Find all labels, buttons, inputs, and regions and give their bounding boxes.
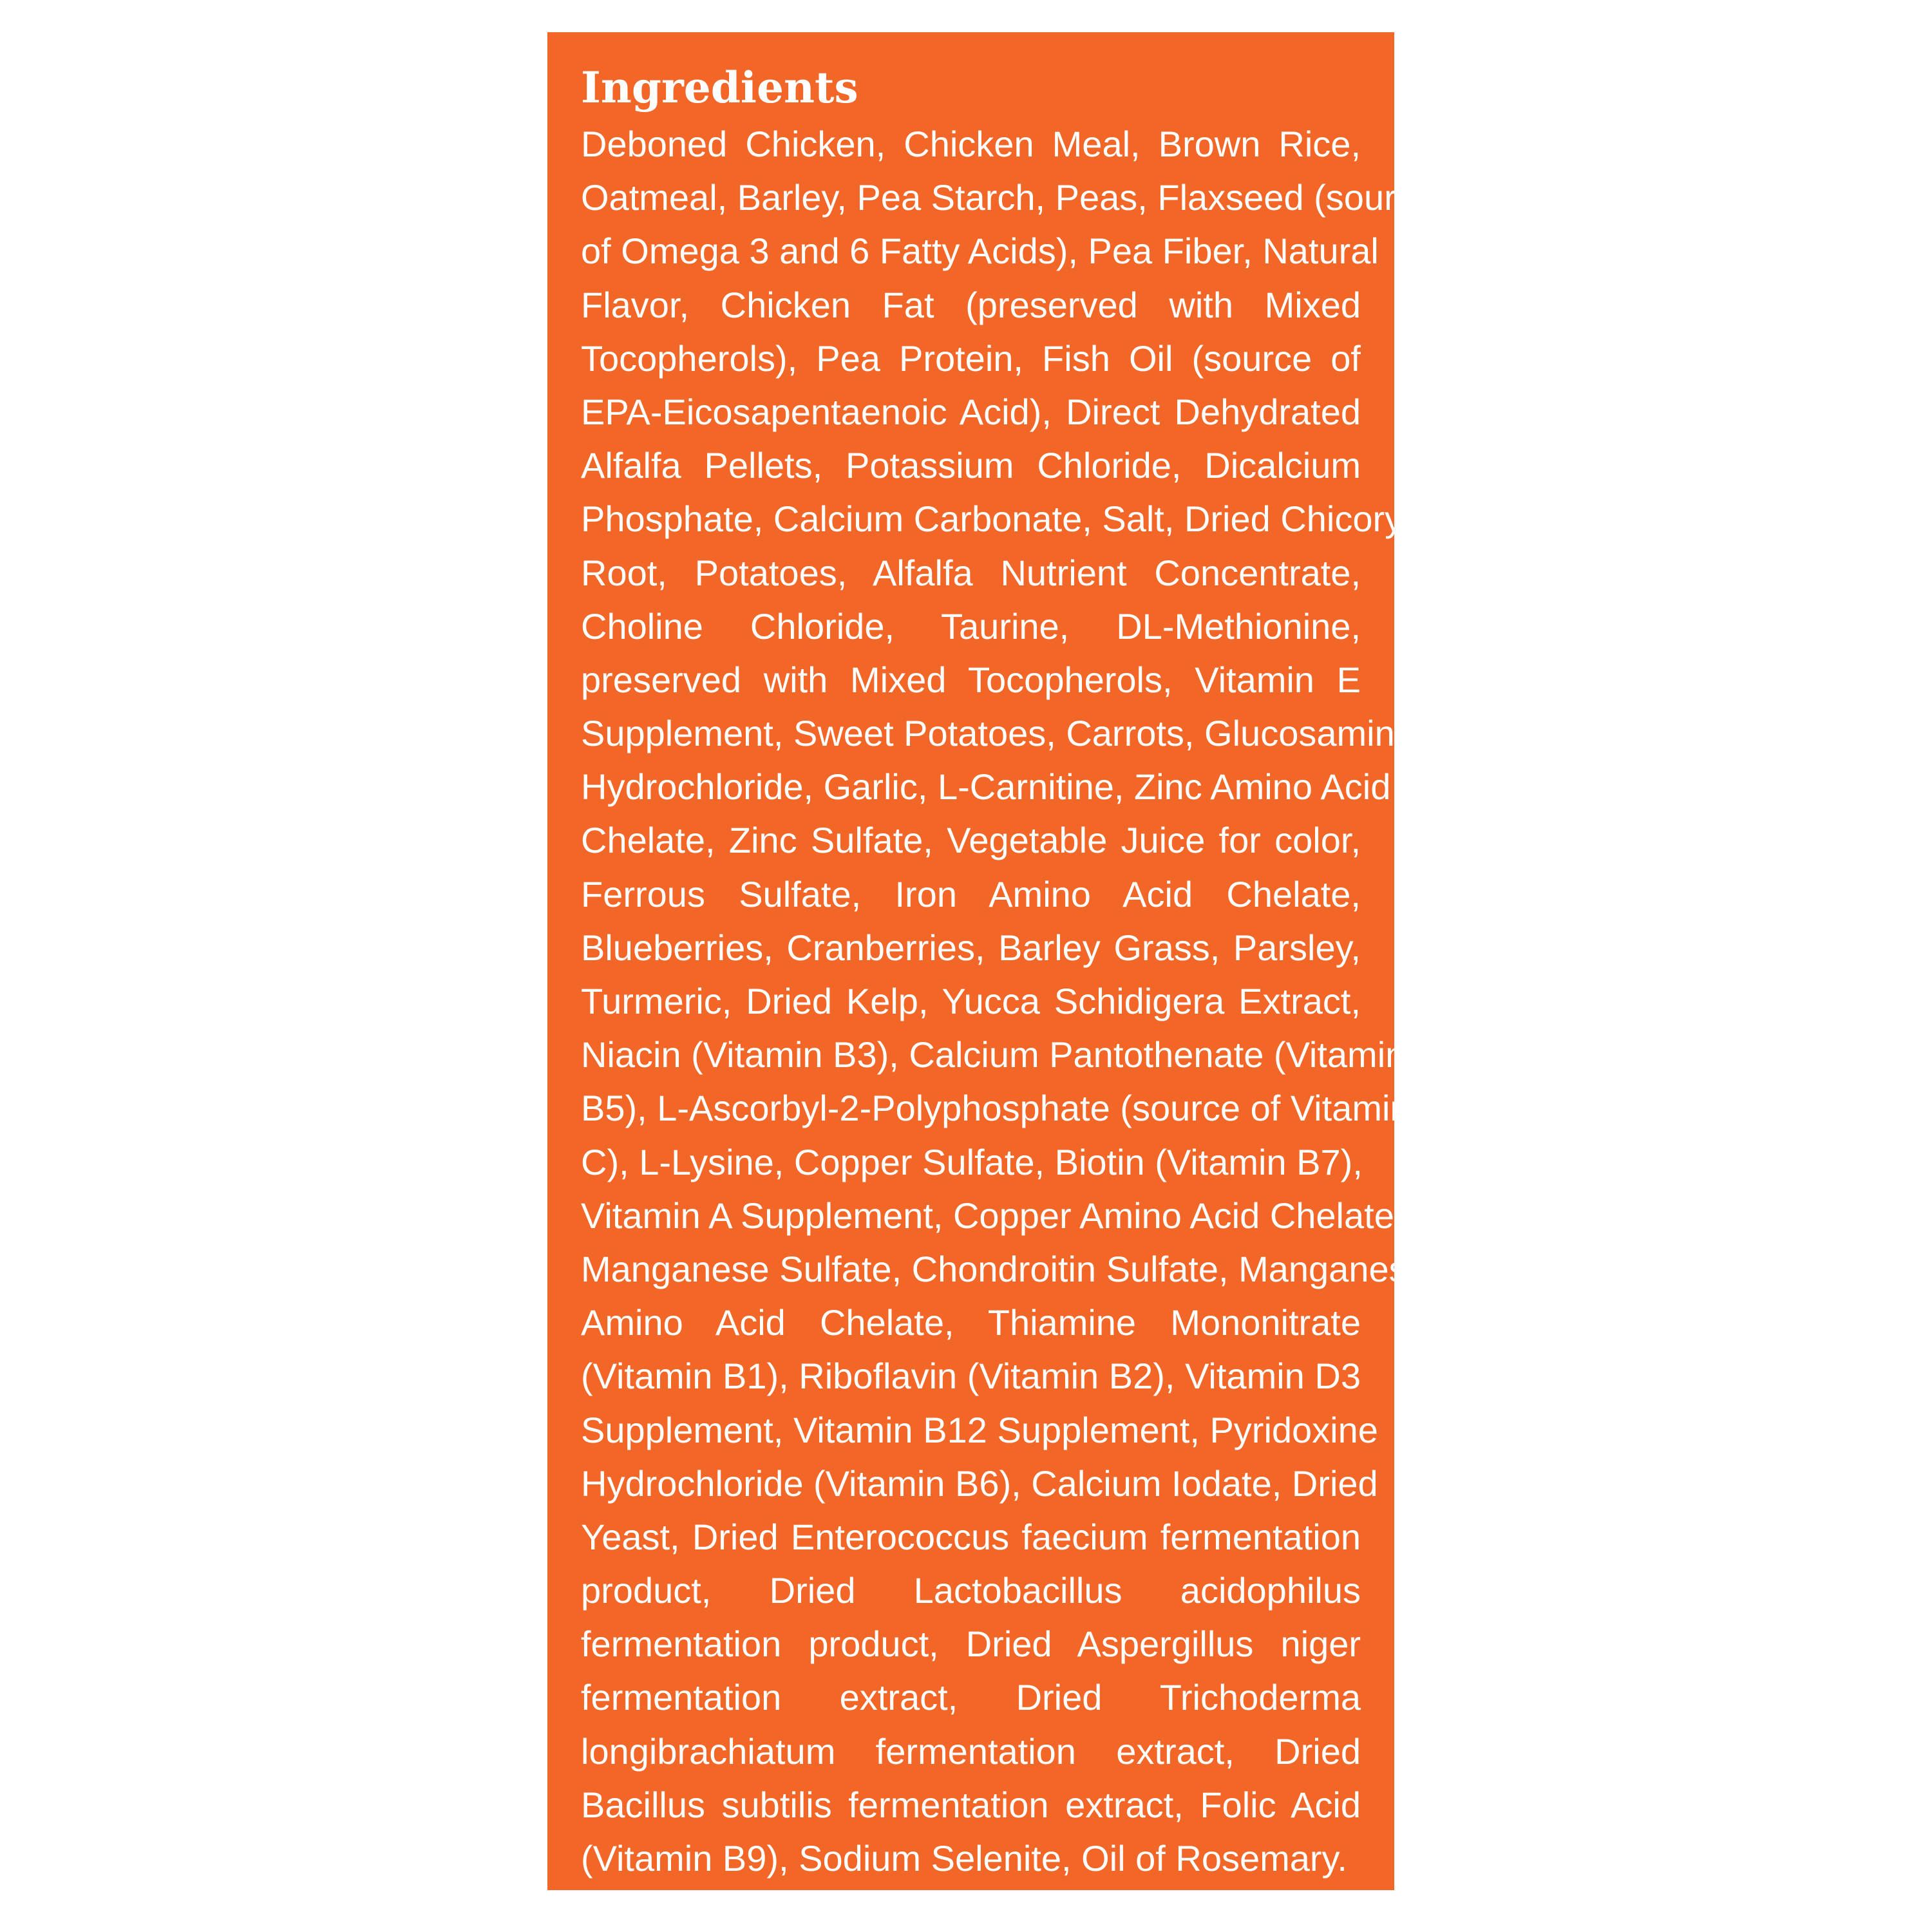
ingredient-line: of Omega 3 and 6 Fatty Acids), Pea Fiber, Natural — [581, 231, 1379, 272]
ingredient-line: Alfalfa Pellets, Potassium Chloride, Dicalcium — [581, 445, 1361, 486]
ingredient-line: Vitamin A Supplement, Copper Amino Acid Chelate, — [581, 1195, 1405, 1236]
ingredient-line: Supplement, Sweet Potatoes, Carrots, Glucosamine — [581, 713, 1415, 754]
ingredient-line: Tocopherols), Pea Protein, Fish Oil (source of — [581, 337, 1361, 379]
ingredient-line: Phosphate, Calcium Carbonate, Salt, Dried Chicory — [581, 498, 1403, 540]
ingredient-line: Niacin (Vitamin B3), Calcium Pantothenate (Vitamin — [581, 1034, 1406, 1075]
ingredient-line: Ferrous Sulfate, Iron Amino Acid Chelate, — [581, 873, 1361, 914]
ingredient-line: Hydrochloride (Vitamin B6), Calcium Iodate, Dried — [581, 1463, 1378, 1504]
ingredient-line: EPA-Eicosapentaenoic Acid), Direct Dehydrated — [581, 391, 1361, 432]
ingredient-line: (Vitamin B1), Riboflavin (Vitamin B2), Vitamin D3 — [581, 1356, 1361, 1397]
ingredient-line: Oatmeal, Barley, Pea Starch, Peas, Flaxseed (source — [581, 177, 1434, 218]
ingredient-line: fermentation extract, Dried Trichoderma — [581, 1677, 1361, 1718]
ingredient-line: Yeast, Dried Enterococcus faecium fermentation — [581, 1516, 1361, 1557]
ingredient-line: Flavor, Chicken Fat (preserved with Mixed — [581, 284, 1361, 325]
ingredient-line: (Vitamin B9), Sodium Selenite, Oil of Rosemary. — [581, 1838, 1347, 1879]
ingredient-line: Turmeric, Dried Kelp, Yucca Schidigera Extract, — [581, 981, 1361, 1021]
ingredients-title: Ingredients — [581, 62, 858, 113]
ingredient-line: Manganese Sulfate, Chondroitin Sulfate, Manganese — [581, 1248, 1427, 1289]
ingredient-line: fermentation product, Dried Aspergillus niger — [581, 1624, 1361, 1665]
ingredient-line: Choline Chloride, Taurine, DL-Methionine, — [581, 605, 1361, 647]
ingredient-line: Amino Acid Chelate, Thiamine Mononitrate — [581, 1302, 1361, 1343]
ingredient-line: preserved with Mixed Tocopherols, Vitamin E — [581, 659, 1361, 700]
ingredient-line: Blueberries, Cranberries, Barley Grass, Parsley, — [581, 927, 1361, 968]
ingredient-line: Deboned Chicken, Chicken Meal, Brown Rice, — [581, 124, 1361, 164]
ingredient-line: Supplement, Vitamin B12 Supplement, Pyridoxine — [581, 1409, 1378, 1450]
ingredient-line: Bacillus subtilis fermentation extract, Folic Acid — [581, 1784, 1361, 1825]
ingredient-line: Hydrochloride, Garlic, L-Carnitine, Zinc Amino Acid — [581, 766, 1391, 808]
ingredients-text — [581, 117, 1434, 1885]
ingredient-line: product, Dried Lactobacillus acidophilus — [581, 1570, 1361, 1611]
ingredients-panel — [547, 32, 1434, 1890]
ingredient-line: B5), L-Ascorbyl-2-Polyphosphate (source of Vitamin — [581, 1088, 1410, 1129]
ingredient-line: C), L-Lysine, Copper Sulfate, Biotin (Vitamin B7), — [581, 1141, 1363, 1182]
ingredient-line: Root, Potatoes, Alfalfa Nutrient Concentrate, — [581, 552, 1361, 593]
ingredient-line: Chelate, Zinc Sulfate, Vegetable Juice for color, — [581, 820, 1361, 861]
ingredient-line: longibrachiatum fermentation extract, Dried — [581, 1730, 1361, 1772]
